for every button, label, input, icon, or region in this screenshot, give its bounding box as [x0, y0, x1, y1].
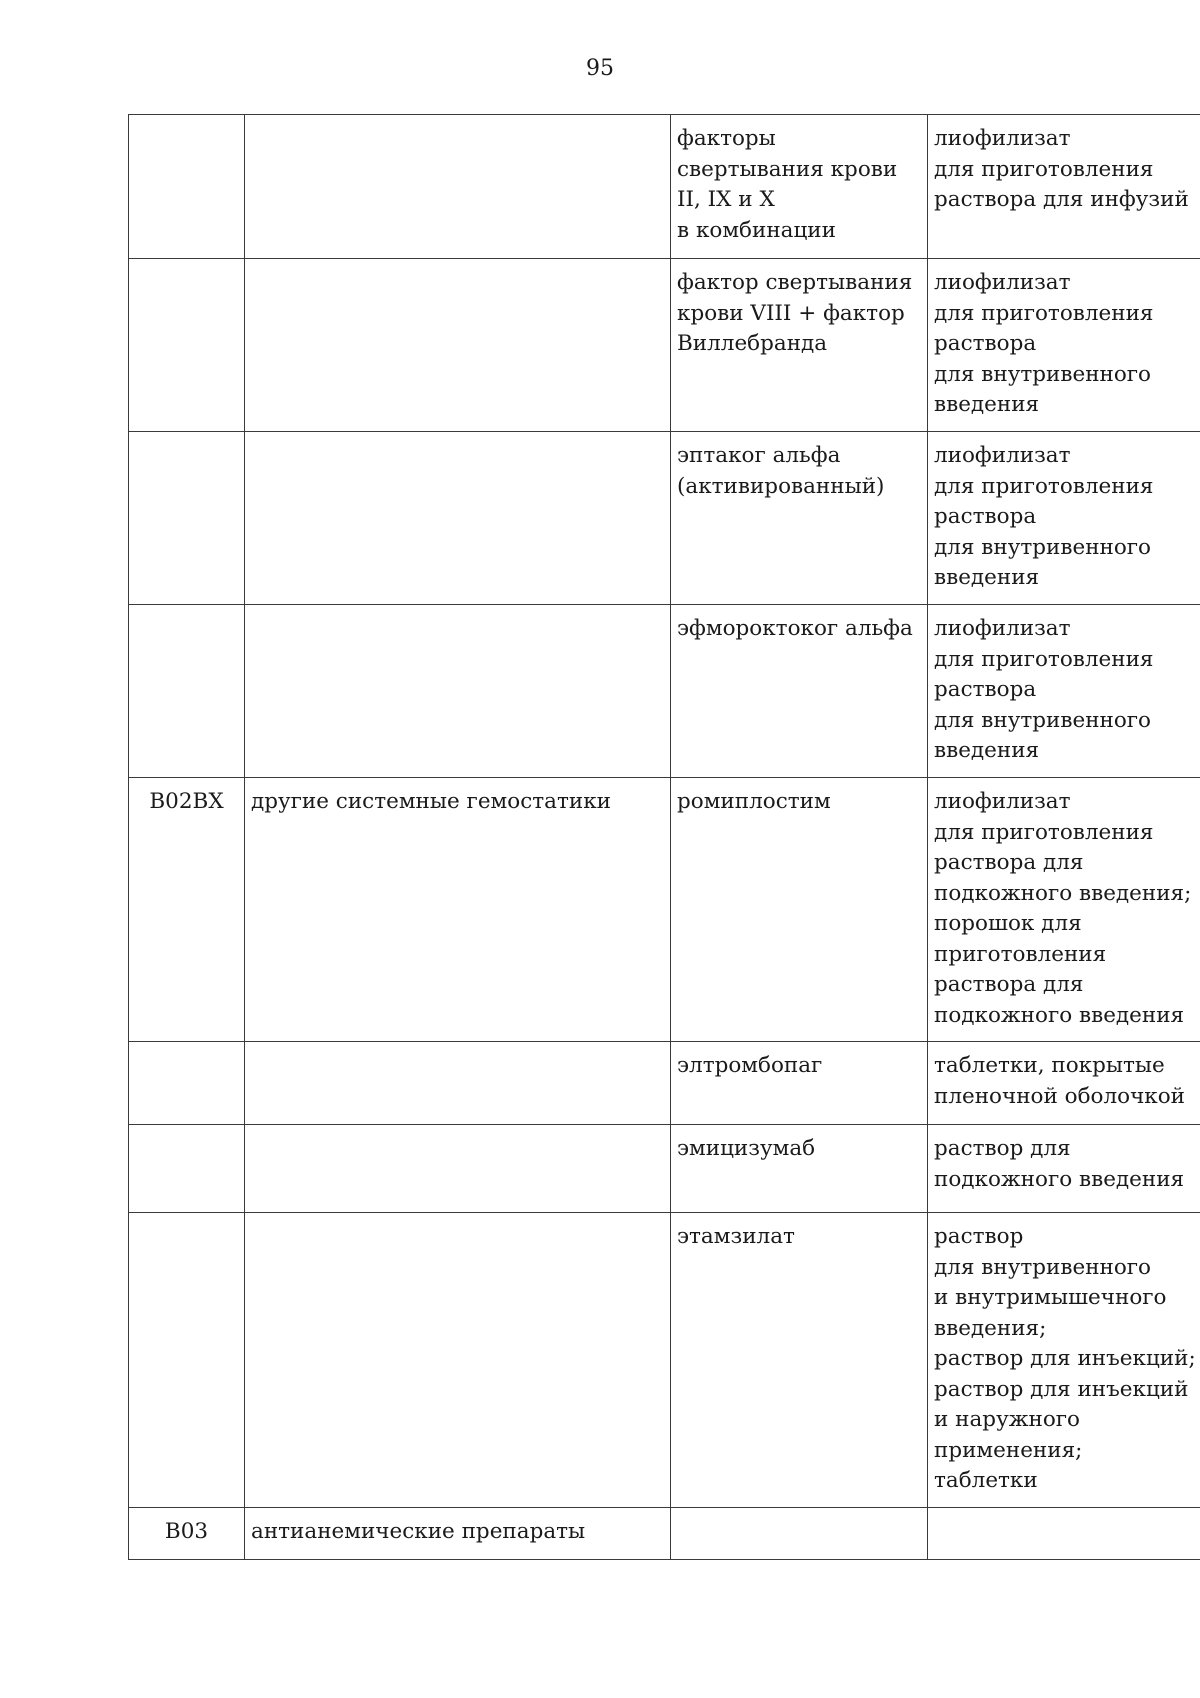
drug-name-cell: фактор свертывания крови VIII + фактор Виллебранда	[671, 259, 928, 432]
table-row	[129, 778, 1200, 1042]
drug-name-cell: эфмороктоког альфа	[671, 605, 928, 778]
group-name-cell	[245, 1213, 671, 1508]
drug-name-cell: эмицизумаб	[671, 1125, 928, 1213]
group-name-cell: антианемические препараты	[245, 1508, 671, 1560]
dosage-form-cell: раствор для подкожного введения	[928, 1125, 1200, 1213]
atc-code-cell	[129, 1213, 245, 1508]
dosage-form-cell: лиофилизат для приготовления раствора для внутривенного введения	[928, 605, 1200, 778]
dosage-form-cell: раствор для внутривенного и внутримышечного введения; раствор для инъекций; раствор для инъекций и наружного применения; таблетки	[928, 1213, 1200, 1508]
table-row	[129, 1042, 1200, 1125]
table-row	[129, 259, 1200, 432]
atc-code-cell	[129, 1125, 245, 1213]
group-name-cell	[245, 432, 671, 605]
table-row	[129, 1508, 1200, 1560]
drug-name-cell	[671, 1508, 928, 1560]
table-row	[129, 115, 1200, 259]
drug-name-cell: эптаког альфа (активированный)	[671, 432, 928, 605]
table-row	[129, 605, 1200, 778]
atc-code-cell	[129, 259, 245, 432]
group-name-cell: другие системные гемостатики	[245, 778, 671, 1042]
dosage-form-cell: лиофилизат для приготовления раствора для внутривенного введения	[928, 432, 1200, 605]
atc-code-cell	[129, 432, 245, 605]
atc-code-cell: B02BX	[129, 778, 245, 1042]
group-name-cell	[245, 259, 671, 432]
group-name-cell	[245, 1125, 671, 1213]
drug-name-cell: факторы свертывания крови II, IX и X в комбинации	[671, 115, 928, 259]
table-row	[129, 432, 1200, 605]
atc-code-cell	[129, 115, 245, 259]
table-row	[129, 1213, 1200, 1508]
dosage-form-cell	[928, 1508, 1200, 1560]
table-row	[129, 1125, 1200, 1213]
group-name-cell	[245, 1042, 671, 1125]
atc-code-cell	[129, 605, 245, 778]
atc-code-cell	[129, 1042, 245, 1125]
group-name-cell	[245, 605, 671, 778]
dosage-form-cell: лиофилизат для приготовления раствора для подкожного введения; порошок для приготовления раствора для подкожного введения	[928, 778, 1200, 1042]
dosage-form-cell: таблетки, покрытые пленочной оболочкой	[928, 1042, 1200, 1125]
group-name-cell	[245, 115, 671, 259]
drug-table	[128, 114, 1200, 1560]
drug-name-cell: ромиплостим	[671, 778, 928, 1042]
drug-name-cell: элтромбопаг	[671, 1042, 928, 1125]
dosage-form-cell: лиофилизат для приготовления раствора для внутривенного введения	[928, 259, 1200, 432]
dosage-form-cell: лиофилизат для приготовления раствора для инфузий	[928, 115, 1200, 259]
page-number: 95	[586, 56, 614, 81]
drug-name-cell: этамзилат	[671, 1213, 928, 1508]
atc-code-cell: B03	[129, 1508, 245, 1560]
